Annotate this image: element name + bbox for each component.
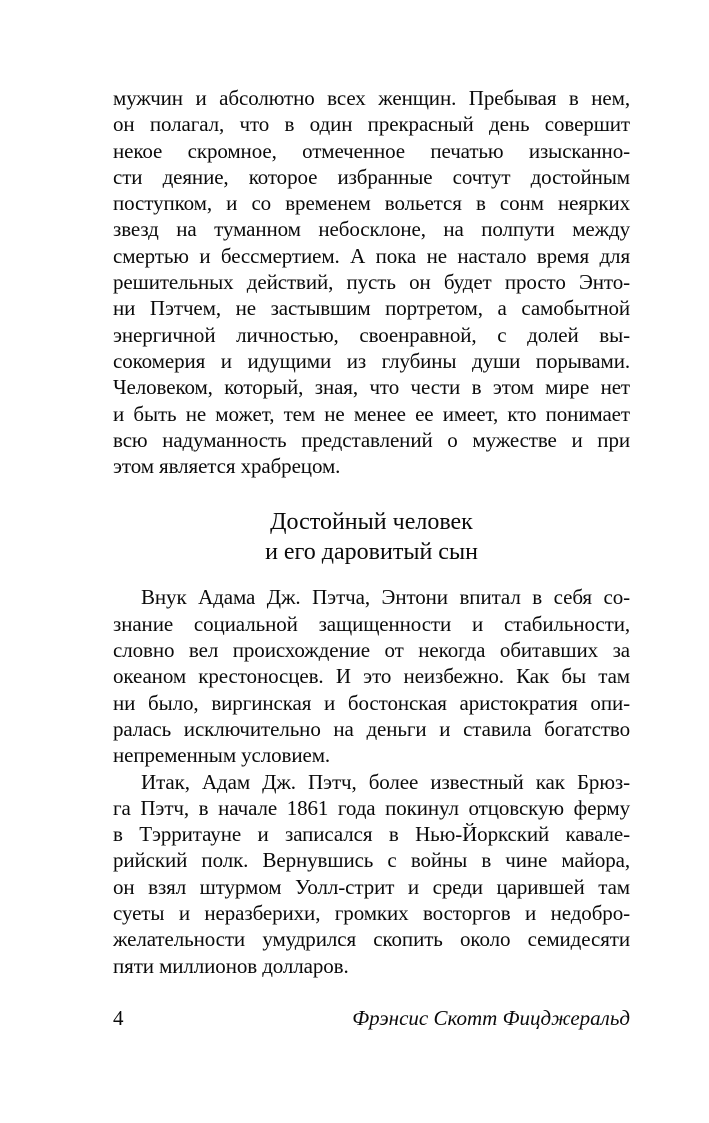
text-line: ни Пэтчем, не застывшим портретом, а самобытной	[113, 296, 630, 321]
page-body	[113, 85, 630, 979]
text-line: в Тэрритауне и записался в Нью-Йоркский кавале-	[113, 822, 630, 847]
page-number: 4	[113, 1006, 124, 1030]
text-line: он взял штурмом Уолл-стрит и среди царившей там	[113, 874, 630, 899]
text-line: решительных действий, пусть он будет просто Энто-	[113, 270, 630, 295]
text-line: словно вел происхождение от некогда обитавших за	[113, 638, 630, 663]
heading-line: Достойный человек	[270, 509, 473, 536]
page-footer	[113, 1005, 630, 1031]
text-line: этом является храбрецом.	[113, 454, 341, 479]
text-line: суеты и неразберихи, громких восторгов и недобро-	[113, 901, 630, 926]
text-line: смертью и бессмертием. А пока не настало время для	[113, 243, 630, 268]
text-line: Итак, Адам Дж. Пэтч, более известный как Брюз-	[141, 769, 630, 794]
text-line: звезд на туманном небосклоне, на полпути между	[113, 217, 630, 242]
text-line: непременным условием.	[113, 743, 331, 768]
text-line: ни было, виргинская и бостонская аристократия опи-	[113, 690, 630, 715]
running-title-author: Фрэнсис Скотт Фицджеральд	[352, 1006, 630, 1030]
text-line: желательности умудрился скопить около семидесяти	[113, 927, 630, 952]
text-line: пяти миллионов долларов.	[113, 953, 349, 978]
heading-line: и его даровитый сын	[265, 539, 478, 566]
text-line: сти деяние, которое избранные сочтут достойным	[113, 164, 630, 189]
text-line: поступком, и со временем вольется в сонм неярких	[113, 191, 630, 216]
paragraph	[113, 584, 630, 768]
text-line: некое скромное, отмеченное печатью изысканно-	[113, 138, 630, 163]
section-heading	[113, 507, 630, 567]
text-line: он полагал, что в один прекрасный день совершит	[113, 112, 630, 137]
text-line: га Пэтч, в начале 1861 года покинул отцовскую ферму	[113, 795, 630, 820]
text-line: всю надуманность представлений о мужестве и при	[113, 427, 630, 452]
text-line: и быть не может, тем не менее ее имеет, кто понимает	[113, 401, 630, 426]
paragraph	[113, 85, 630, 479]
text-line: знание социальной защищенности и стабильности,	[113, 611, 630, 636]
text-line: ралась исключительно на деньги и ставила богатство	[113, 716, 630, 741]
paragraph	[113, 769, 630, 979]
text-line: рийский полк. Вернувшись с войны в чине майора,	[113, 848, 630, 873]
text-line: Внук Адама Дж. Пэтча, Энтони впитал в себя со-	[141, 585, 630, 610]
text-line: энергичной личностью, своенравной, с долей вы-	[113, 322, 630, 347]
text-line: океаном крестоносцев. И это неизбежно. Как бы там	[113, 664, 630, 689]
text-line: сокомерия и идущими из глубины души порывами.	[113, 348, 630, 373]
text-line: Человеком, который, зная, что чести в этом мире нет	[113, 375, 630, 400]
text-line: мужчин и абсолютно всех женщин. Пребывая в нем,	[113, 86, 630, 110]
